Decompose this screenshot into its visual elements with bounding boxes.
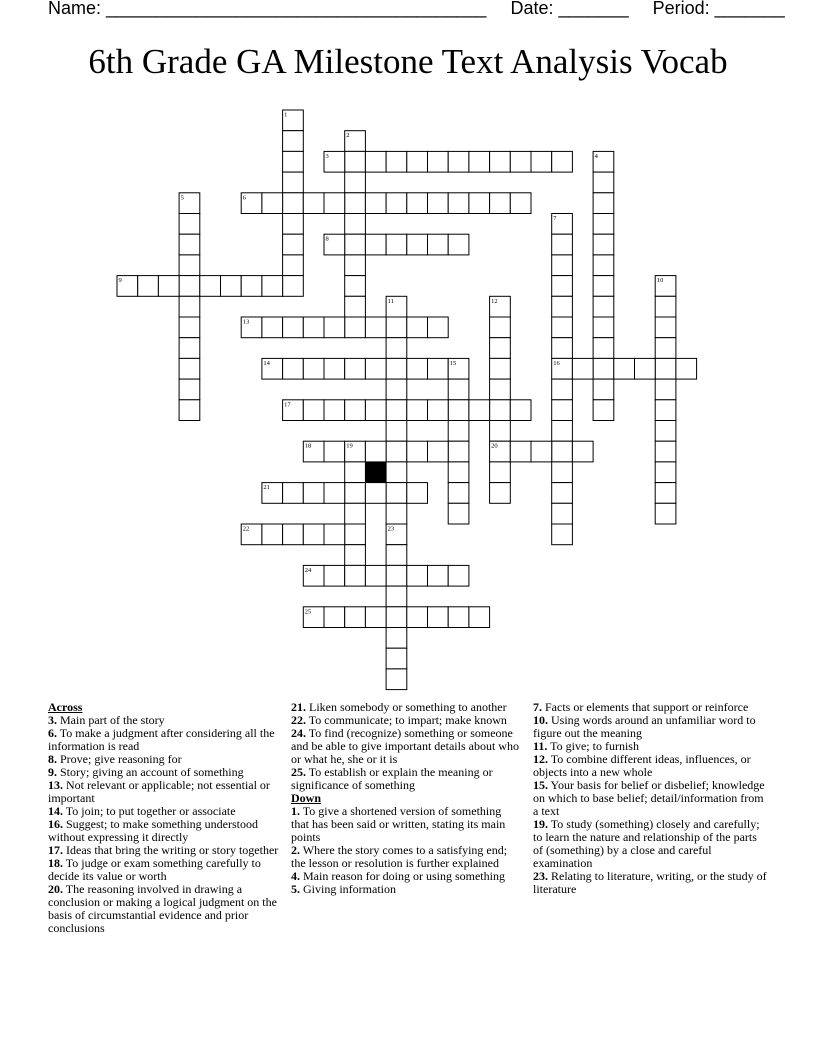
down-clue bbox=[291, 844, 521, 870]
clue-number-label: 13. bbox=[48, 778, 63, 792]
grid-cell[interactable] bbox=[386, 379, 407, 400]
grid-cell[interactable] bbox=[428, 400, 449, 421]
grid-cell[interactable] bbox=[283, 172, 304, 193]
grid-cell[interactable] bbox=[262, 524, 283, 545]
grid-cell[interactable] bbox=[365, 565, 386, 586]
grid-cell[interactable] bbox=[428, 441, 449, 462]
clue-number-label: 1. bbox=[291, 804, 300, 818]
grid-cell[interactable] bbox=[365, 358, 386, 379]
grid-cell[interactable] bbox=[655, 400, 676, 421]
clue-number-label: 16. bbox=[48, 817, 63, 831]
grid-cell[interactable] bbox=[283, 151, 304, 172]
clue-number-label: 6. bbox=[48, 726, 57, 740]
grid-cell[interactable] bbox=[655, 358, 676, 379]
grid-cell[interactable] bbox=[179, 214, 200, 235]
grid-cell[interactable] bbox=[345, 255, 366, 276]
clue-number-label: 18. bbox=[48, 856, 63, 870]
grid-cell[interactable] bbox=[655, 421, 676, 442]
clue-number: 21 bbox=[263, 484, 270, 492]
down-clue bbox=[291, 883, 521, 896]
down-clue bbox=[291, 805, 521, 844]
clue-text: The reasoning involved in drawing a conclusion or making a logical judgment on the basis of circumstantial evidence and prior conclusions bbox=[48, 882, 277, 935]
grid-cell[interactable] bbox=[386, 317, 407, 338]
grid-cell[interactable] bbox=[490, 338, 511, 359]
grid-cell[interactable] bbox=[303, 358, 324, 379]
grid-cell[interactable] bbox=[593, 379, 614, 400]
grid-cell[interactable] bbox=[490, 193, 511, 214]
across-clue bbox=[48, 883, 280, 935]
grid-cell[interactable] bbox=[510, 441, 531, 462]
clue-number: 22 bbox=[242, 525, 250, 533]
clue-number-label: 24. bbox=[291, 726, 306, 740]
grid-cell[interactable] bbox=[303, 483, 324, 504]
grid-cell[interactable] bbox=[552, 462, 573, 483]
grid-cell[interactable] bbox=[655, 503, 676, 524]
grid-cell[interactable] bbox=[593, 193, 614, 214]
grid-cell[interactable] bbox=[386, 545, 407, 566]
grid-cell[interactable] bbox=[428, 193, 449, 214]
grid-cell[interactable] bbox=[386, 441, 407, 462]
clue-number-label: 12. bbox=[533, 752, 548, 766]
clue-number: 16 bbox=[553, 359, 560, 367]
grid-cell[interactable] bbox=[345, 193, 366, 214]
date-blank[interactable]: _______ bbox=[558, 0, 629, 18]
grid-cell[interactable] bbox=[158, 276, 179, 297]
clue-number-label: 14. bbox=[48, 804, 63, 818]
grid-cell[interactable] bbox=[593, 296, 614, 317]
grid-cell[interactable] bbox=[324, 358, 345, 379]
clue-number: 18 bbox=[304, 442, 312, 450]
grid-cell[interactable] bbox=[324, 193, 345, 214]
clue-text: To communicate; to impart; make known bbox=[306, 713, 507, 727]
clue-text: To make a judgment after considering all the information is read bbox=[48, 726, 275, 753]
grid-cell[interactable] bbox=[655, 379, 676, 400]
clue-text: To give a shortened version of something that has been said or written, stating its main points bbox=[291, 804, 506, 844]
down-clue-list bbox=[291, 805, 521, 896]
grid-cell[interactable] bbox=[428, 358, 449, 379]
clue-text: To find (recognize) something or someone and be able to give important details about who or what he, she or it is bbox=[291, 726, 519, 766]
clue-number-label: 19. bbox=[533, 817, 548, 831]
grid-cell[interactable] bbox=[179, 296, 200, 317]
name-blank[interactable]: ______________________________________ bbox=[106, 0, 487, 18]
grid-cell[interactable] bbox=[655, 483, 676, 504]
grid-cell[interactable] bbox=[510, 400, 531, 421]
grid-cell[interactable] bbox=[345, 151, 366, 172]
grid-cell[interactable] bbox=[345, 565, 366, 586]
down-clue bbox=[533, 870, 769, 896]
grid-cell[interactable] bbox=[324, 317, 345, 338]
grid-cell[interactable] bbox=[179, 338, 200, 359]
clues-column-3 bbox=[533, 701, 769, 896]
grid-cell[interactable] bbox=[593, 214, 614, 235]
grid-cell[interactable] bbox=[386, 462, 407, 483]
grid-cell[interactable] bbox=[655, 441, 676, 462]
grid-cell[interactable] bbox=[386, 503, 407, 524]
grid-cell[interactable] bbox=[345, 358, 366, 379]
grid-cell[interactable] bbox=[407, 565, 428, 586]
grid-cell[interactable] bbox=[386, 358, 407, 379]
grid-cell[interactable] bbox=[552, 338, 573, 359]
grid-cell[interactable] bbox=[324, 400, 345, 421]
grid-cell[interactable] bbox=[510, 151, 531, 172]
grid-cell[interactable] bbox=[448, 421, 469, 442]
across-clue bbox=[48, 779, 280, 805]
grid-cell[interactable] bbox=[490, 151, 511, 172]
grid-cell[interactable] bbox=[179, 276, 200, 297]
grid-cell[interactable] bbox=[138, 276, 159, 297]
grid-cell[interactable] bbox=[365, 441, 386, 462]
grid-cell[interactable] bbox=[345, 317, 366, 338]
clue-text: To join; to put together or associate bbox=[63, 804, 236, 818]
clue-number: 11 bbox=[387, 297, 394, 305]
grid-cell[interactable] bbox=[386, 338, 407, 359]
grid-cell[interactable] bbox=[179, 379, 200, 400]
grid-cell[interactable] bbox=[262, 193, 283, 214]
clue-text: To judge or exam something carefully to decide its value or worth bbox=[48, 856, 261, 883]
grid-cell[interactable] bbox=[552, 421, 573, 442]
grid-cell[interactable] bbox=[345, 524, 366, 545]
grid-cell[interactable] bbox=[283, 317, 304, 338]
clue-number: 4 bbox=[594, 152, 598, 160]
grid-cell[interactable] bbox=[407, 193, 428, 214]
grid-cell[interactable] bbox=[345, 545, 366, 566]
grid-cell[interactable] bbox=[345, 483, 366, 504]
clue-number-label: 21. bbox=[291, 700, 306, 714]
grid-cell[interactable] bbox=[428, 151, 449, 172]
grid-cell[interactable] bbox=[345, 462, 366, 483]
clue-text: To establish or explain the meaning or significance of something bbox=[291, 765, 493, 792]
grid-cell[interactable] bbox=[283, 483, 304, 504]
grid-cell[interactable] bbox=[572, 441, 593, 462]
grid-cell[interactable] bbox=[241, 276, 262, 297]
grid-cell[interactable] bbox=[365, 483, 386, 504]
clue-text: Story; giving an account of something bbox=[57, 765, 244, 779]
clue-text: Where the story comes to a satisfying end; the lesson or resolution is further explained bbox=[291, 843, 508, 870]
across-clue bbox=[291, 766, 521, 792]
grid-cell[interactable] bbox=[448, 193, 469, 214]
grid-cell[interactable] bbox=[635, 358, 656, 379]
down-clue bbox=[533, 779, 769, 818]
clue-number: 19 bbox=[346, 442, 353, 450]
grid-cell[interactable] bbox=[428, 565, 449, 586]
across-clue bbox=[291, 727, 521, 766]
grid-cell[interactable] bbox=[552, 503, 573, 524]
grid-cell[interactable] bbox=[448, 483, 469, 504]
grid-cell[interactable] bbox=[262, 317, 283, 338]
grid-cell[interactable] bbox=[200, 276, 221, 297]
clue-number: 24 bbox=[304, 566, 312, 574]
clue-number: 3 bbox=[325, 152, 329, 160]
grid-cell[interactable] bbox=[386, 193, 407, 214]
clue-number: 10 bbox=[656, 277, 664, 285]
grid-cell[interactable] bbox=[428, 234, 449, 255]
grid-cell[interactable] bbox=[593, 338, 614, 359]
grid-cell[interactable] bbox=[179, 255, 200, 276]
grid-cell[interactable] bbox=[179, 400, 200, 421]
clue-number: 6 bbox=[242, 194, 246, 202]
grid-cell[interactable] bbox=[262, 276, 283, 297]
grid-cell[interactable] bbox=[510, 193, 531, 214]
grid-cell[interactable] bbox=[593, 358, 614, 379]
clue-text: Main reason for doing or using something bbox=[300, 869, 505, 883]
grid-cell[interactable] bbox=[324, 565, 345, 586]
grid-cell[interactable] bbox=[283, 524, 304, 545]
grid-cell[interactable] bbox=[552, 379, 573, 400]
clue-number-label: 22. bbox=[291, 713, 306, 727]
grid-cell[interactable] bbox=[655, 296, 676, 317]
grid-cell[interactable] bbox=[303, 193, 324, 214]
grid-cell[interactable] bbox=[448, 503, 469, 524]
grid-cell[interactable] bbox=[407, 234, 428, 255]
grid-cell[interactable] bbox=[345, 607, 366, 628]
grid-cell[interactable] bbox=[490, 400, 511, 421]
grid-cell[interactable] bbox=[572, 358, 593, 379]
grid-cell[interactable] bbox=[593, 400, 614, 421]
clue-text: Main part of the story bbox=[57, 713, 165, 727]
across-heading: Across bbox=[48, 700, 83, 714]
grid-cell[interactable] bbox=[386, 648, 407, 669]
clue-number: 9 bbox=[118, 277, 122, 285]
grid-cell[interactable] bbox=[655, 317, 676, 338]
clue-text: Liken somebody or something to another bbox=[306, 700, 507, 714]
grid-cell[interactable] bbox=[469, 193, 490, 214]
across-clue bbox=[48, 857, 280, 883]
down-clue-list-continued bbox=[533, 701, 769, 896]
grid-cell[interactable] bbox=[428, 607, 449, 628]
grid-cell[interactable] bbox=[448, 379, 469, 400]
grid-cell[interactable] bbox=[552, 524, 573, 545]
grid-cell[interactable] bbox=[552, 151, 573, 172]
grid-cell[interactable] bbox=[448, 441, 469, 462]
clue-number-label: 11. bbox=[533, 739, 548, 753]
grid-cell[interactable] bbox=[552, 296, 573, 317]
grid-cell[interactable] bbox=[283, 276, 304, 297]
clue-text: Your basis for belief or disbelief; knowledge on which to base belief; detail/information from a text bbox=[533, 778, 765, 818]
grid-cell[interactable] bbox=[386, 151, 407, 172]
grid-cell[interactable] bbox=[324, 441, 345, 462]
blocked-cell bbox=[365, 462, 386, 483]
grid-cell[interactable] bbox=[469, 151, 490, 172]
grid-cell[interactable] bbox=[407, 483, 428, 504]
grid-cell[interactable] bbox=[676, 358, 697, 379]
clue-text: Ideas that bring the writing or story together bbox=[63, 843, 279, 857]
grid-cell[interactable] bbox=[386, 400, 407, 421]
grid-cell[interactable] bbox=[593, 276, 614, 297]
page-title: 6th Grade GA Milestone Text Analysis Vocab bbox=[88, 42, 728, 81]
clue-number-label: 4. bbox=[291, 869, 300, 883]
clue-number-label: 15. bbox=[533, 778, 548, 792]
name-label: Name: bbox=[48, 0, 107, 18]
clue-text: To give; to furnish bbox=[547, 739, 639, 753]
grid-cell[interactable] bbox=[655, 462, 676, 483]
grid-cell[interactable] bbox=[552, 255, 573, 276]
clue-number-label: 8. bbox=[48, 752, 57, 766]
clue-number: 5 bbox=[180, 194, 184, 202]
grid-cell[interactable] bbox=[365, 607, 386, 628]
down-clue bbox=[533, 818, 769, 870]
grid-cell[interactable] bbox=[386, 565, 407, 586]
grid-cell[interactable] bbox=[365, 400, 386, 421]
grid-cell[interactable] bbox=[179, 317, 200, 338]
clue-number: 23 bbox=[387, 525, 395, 533]
grid-cell[interactable] bbox=[345, 172, 366, 193]
clue-number-label: 10. bbox=[533, 713, 548, 727]
clue-text: Facts or elements that support or reinforce bbox=[542, 700, 749, 714]
grid-cell[interactable] bbox=[490, 317, 511, 338]
period-label: Period: bbox=[652, 0, 715, 18]
grid-cell[interactable] bbox=[407, 607, 428, 628]
across-clue bbox=[48, 818, 280, 844]
grid-cell[interactable] bbox=[655, 338, 676, 359]
grid-cell[interactable] bbox=[386, 669, 407, 690]
grid-cell[interactable] bbox=[469, 607, 490, 628]
grid-cell[interactable] bbox=[552, 483, 573, 504]
grid-cell[interactable] bbox=[593, 172, 614, 193]
clue-number: 25 bbox=[304, 608, 312, 616]
clue-number-label: 23. bbox=[533, 869, 548, 883]
clue-number: 2 bbox=[346, 132, 350, 140]
clue-number-label: 20. bbox=[48, 882, 63, 896]
grid-cell[interactable] bbox=[386, 234, 407, 255]
grid-cell[interactable] bbox=[490, 462, 511, 483]
grid-cell[interactable] bbox=[552, 441, 573, 462]
grid-cell[interactable] bbox=[448, 400, 469, 421]
clue-number: 12 bbox=[491, 297, 498, 305]
clues-column-2 bbox=[291, 701, 521, 896]
down-heading: Down bbox=[291, 791, 322, 805]
grid-cell[interactable] bbox=[552, 276, 573, 297]
grid-cell[interactable] bbox=[552, 400, 573, 421]
grid-cell[interactable] bbox=[593, 317, 614, 338]
grid-cell[interactable] bbox=[407, 441, 428, 462]
grid-cell[interactable] bbox=[283, 193, 304, 214]
grid-cell[interactable] bbox=[490, 421, 511, 442]
grid-cell[interactable] bbox=[365, 234, 386, 255]
grid-cell[interactable] bbox=[365, 193, 386, 214]
clue-text: Suggest; to make something understood without expressing it directly bbox=[48, 817, 258, 844]
grid-cell[interactable] bbox=[283, 131, 304, 152]
grid-cell[interactable] bbox=[593, 255, 614, 276]
down-clue bbox=[533, 714, 769, 740]
clue-text: Not relevant or applicable; not essential or important bbox=[48, 778, 270, 805]
clue-number: 14 bbox=[263, 359, 270, 367]
grid-cell[interactable] bbox=[593, 234, 614, 255]
clue-text: To combine different ideas, influences, or objects into a new whole bbox=[533, 752, 751, 779]
clue-number-label: 3. bbox=[48, 713, 57, 727]
clue-number-label: 9. bbox=[48, 765, 57, 779]
grid-cell[interactable] bbox=[614, 358, 635, 379]
grid-cell[interactable] bbox=[283, 358, 304, 379]
grid-cell[interactable] bbox=[490, 483, 511, 504]
clue-text: Using words around an unfamiliar word to figure out the meaning bbox=[533, 713, 756, 740]
grid-cell[interactable] bbox=[345, 214, 366, 235]
grid-cell[interactable] bbox=[552, 234, 573, 255]
clue-number: 8 bbox=[325, 235, 329, 243]
clue-text: Prove; give reasoning for bbox=[57, 752, 182, 766]
clue-number: 7 bbox=[553, 215, 557, 222]
clue-text: To study (something) closely and carefully; to learn the nature and relationship of the parts of (something) by a close and careful examination bbox=[533, 817, 760, 870]
grid-cell[interactable] bbox=[448, 234, 469, 255]
grid-cell[interactable] bbox=[179, 358, 200, 379]
grid-cell[interactable] bbox=[283, 255, 304, 276]
grid-cell[interactable] bbox=[531, 151, 552, 172]
grid-cell[interactable] bbox=[448, 607, 469, 628]
grid-cell[interactable] bbox=[386, 628, 407, 649]
grid-cell[interactable] bbox=[448, 151, 469, 172]
clue-number-label: 7. bbox=[533, 700, 542, 714]
clues-column-1 bbox=[48, 701, 280, 935]
grid-cell[interactable] bbox=[448, 462, 469, 483]
grid-cell[interactable] bbox=[345, 503, 366, 524]
grid-cell[interactable] bbox=[448, 565, 469, 586]
across-clue-list bbox=[48, 714, 280, 935]
down-clue bbox=[533, 753, 769, 779]
clue-number-label: 25. bbox=[291, 765, 306, 779]
grid-cell[interactable] bbox=[345, 400, 366, 421]
grid-cell[interactable] bbox=[386, 586, 407, 607]
across-clue bbox=[48, 727, 280, 753]
clue-number: 1 bbox=[284, 111, 288, 119]
grid-cell[interactable] bbox=[283, 234, 304, 255]
grid-cell[interactable] bbox=[283, 214, 304, 235]
grid-cell[interactable] bbox=[345, 276, 366, 297]
grid-cell[interactable] bbox=[179, 234, 200, 255]
grid-cell[interactable] bbox=[303, 317, 324, 338]
grid-cell[interactable] bbox=[345, 296, 366, 317]
across-clue-list-continued bbox=[291, 701, 521, 792]
grid-cell[interactable] bbox=[490, 379, 511, 400]
grid-cell[interactable] bbox=[490, 358, 511, 379]
clue-number: 15 bbox=[449, 359, 457, 367]
grid-cell[interactable] bbox=[428, 317, 449, 338]
grid-cell[interactable] bbox=[303, 400, 324, 421]
grid-cell[interactable] bbox=[324, 524, 345, 545]
grid-cell[interactable] bbox=[552, 317, 573, 338]
clue-number-label: 5. bbox=[291, 882, 300, 896]
grid-cell[interactable] bbox=[407, 358, 428, 379]
grid-cell[interactable] bbox=[407, 151, 428, 172]
grid-cell[interactable] bbox=[303, 524, 324, 545]
grid-cell[interactable] bbox=[469, 400, 490, 421]
clue-number: 17 bbox=[284, 401, 291, 409]
grid-cell[interactable] bbox=[324, 607, 345, 628]
clue-text: Relating to literature, writing, or the study of literature bbox=[533, 869, 767, 896]
period-blank[interactable]: _______ bbox=[714, 0, 785, 18]
clue-number: 20 bbox=[491, 442, 498, 450]
grid-cell[interactable] bbox=[365, 151, 386, 172]
grid-cell[interactable] bbox=[365, 317, 386, 338]
clue-number: 13 bbox=[242, 318, 250, 326]
grid-cell[interactable] bbox=[386, 483, 407, 504]
grid-cell[interactable] bbox=[345, 234, 366, 255]
grid-cell[interactable] bbox=[531, 441, 552, 462]
grid-cell[interactable] bbox=[407, 400, 428, 421]
date-label: Date: bbox=[510, 0, 559, 18]
clue-number-label: 2. bbox=[291, 843, 300, 857]
grid-cell[interactable] bbox=[324, 483, 345, 504]
clue-number-label: 17. bbox=[48, 843, 63, 857]
grid-cell[interactable] bbox=[386, 607, 407, 628]
grid-cell[interactable] bbox=[386, 421, 407, 442]
grid-cell[interactable] bbox=[407, 317, 428, 338]
clue-text: Giving information bbox=[300, 882, 396, 896]
grid-cell[interactable] bbox=[221, 276, 242, 297]
